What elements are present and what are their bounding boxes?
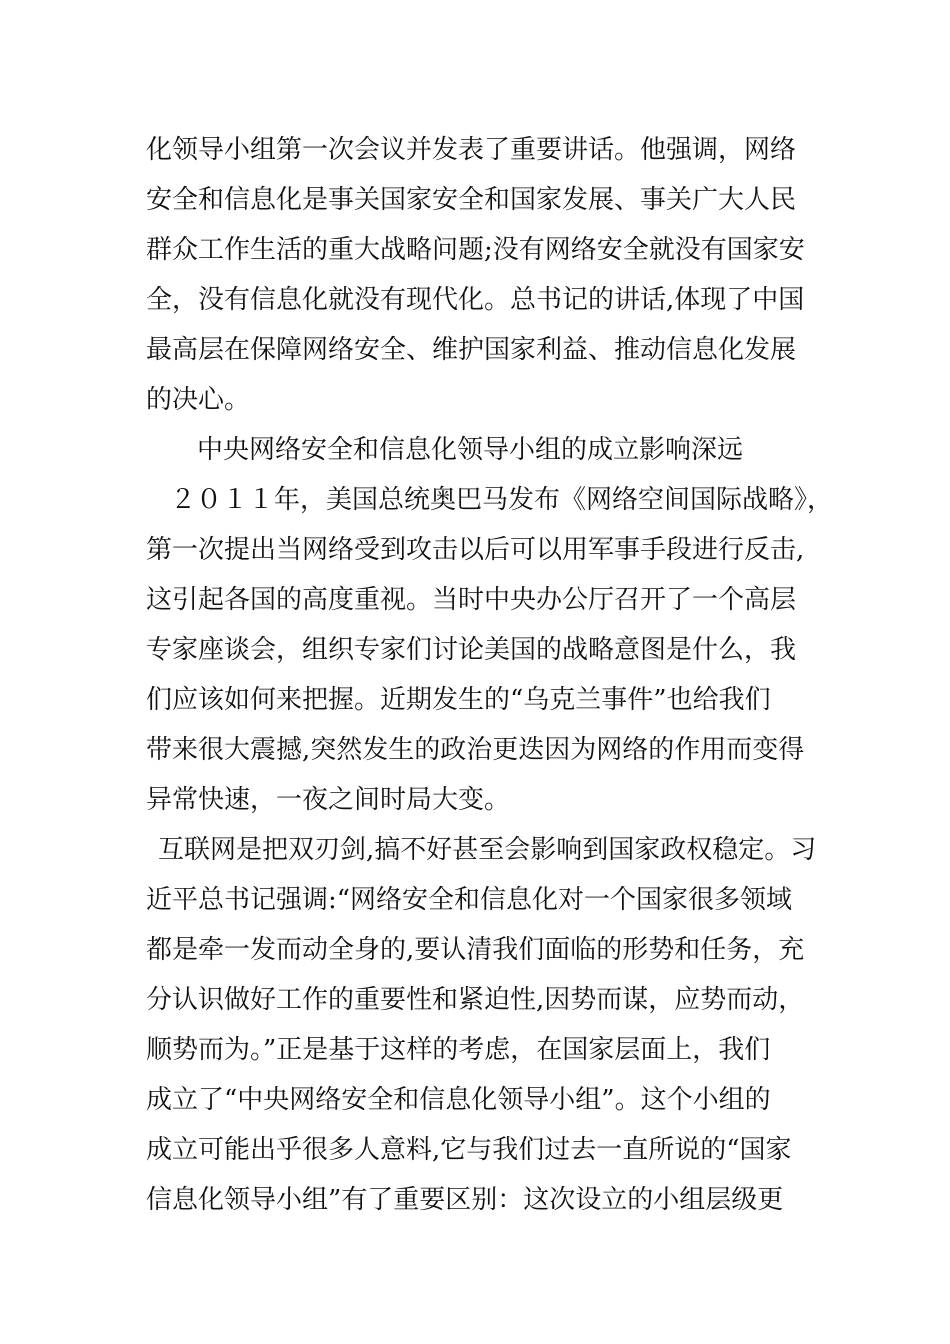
text-line: 都是牵一发而动全身的,要认清我们面临的形势和任务，充 <box>146 935 805 965</box>
text-line: 的决心。 <box>146 385 251 415</box>
text-line: 群众工作生活的重大战略问题;没有网络安全就没有国家安 <box>146 235 805 265</box>
text-line: 分认识做好工作的重要性和紧迫性,因势而谋，应势而动， <box>146 985 805 1015</box>
text-line: 带来很大震撼,突然发生的政治更迭因为网络的作用而变得 <box>146 735 805 765</box>
section-heading: 中央网络安全和信息化领导小组的成立影响深远 <box>197 435 744 465</box>
text-line: 化领导小组第一次会议并发表了重要讲话。他强调，网络 <box>146 135 797 165</box>
text-line: 全，没有信息化就没有现代化。总书记的讲话,体现了中国 <box>146 285 805 315</box>
text-line: 们应该如何来把握。近期发生的“乌克兰事件”也给我们 <box>146 685 771 715</box>
text-line: 信息化领导小组”有了重要区别：这次设立的小组层级更 <box>146 1185 784 1215</box>
text-line: 异常快速，一夜之间时局大变。 <box>146 785 511 815</box>
text-line: 最高层在保障网络安全、维护国家利益、推动信息化发展 <box>146 335 797 365</box>
text-line: 这引起各国的高度重视。当时中央办公厅召开了一个高层 <box>146 585 797 615</box>
text-line: 顺势而为。”正是基于这样的考虑，在国家层面上，我们 <box>146 1035 771 1065</box>
text-line: ２０１１年，美国总统奥巴马发布《网络空间国际战略》， <box>170 485 834 515</box>
text-line: 成立可能出乎很多人意料,它与我们过去一直所说的“国家 <box>146 1135 792 1165</box>
text-line: 互联网是把双刃剑,搞不好甚至会影响到国家政权稳定。习 <box>158 835 817 865</box>
text-line: 专家座谈会，组织专家们讨论美国的战略意图是什么，我 <box>146 635 797 665</box>
text-line: 成立了“中央网络安全和信息化领导小组”。这个小组的 <box>146 1085 771 1115</box>
text-line: 近平总书记强调:“网络安全和信息化对一个国家很多领域 <box>146 885 793 915</box>
text-line: 安全和信息化是事关国家安全和国家发展、事关广大人民 <box>146 185 797 215</box>
text-line: 第一次提出当网络受到攻击以后可以用军事手段进行反击, <box>146 535 805 565</box>
